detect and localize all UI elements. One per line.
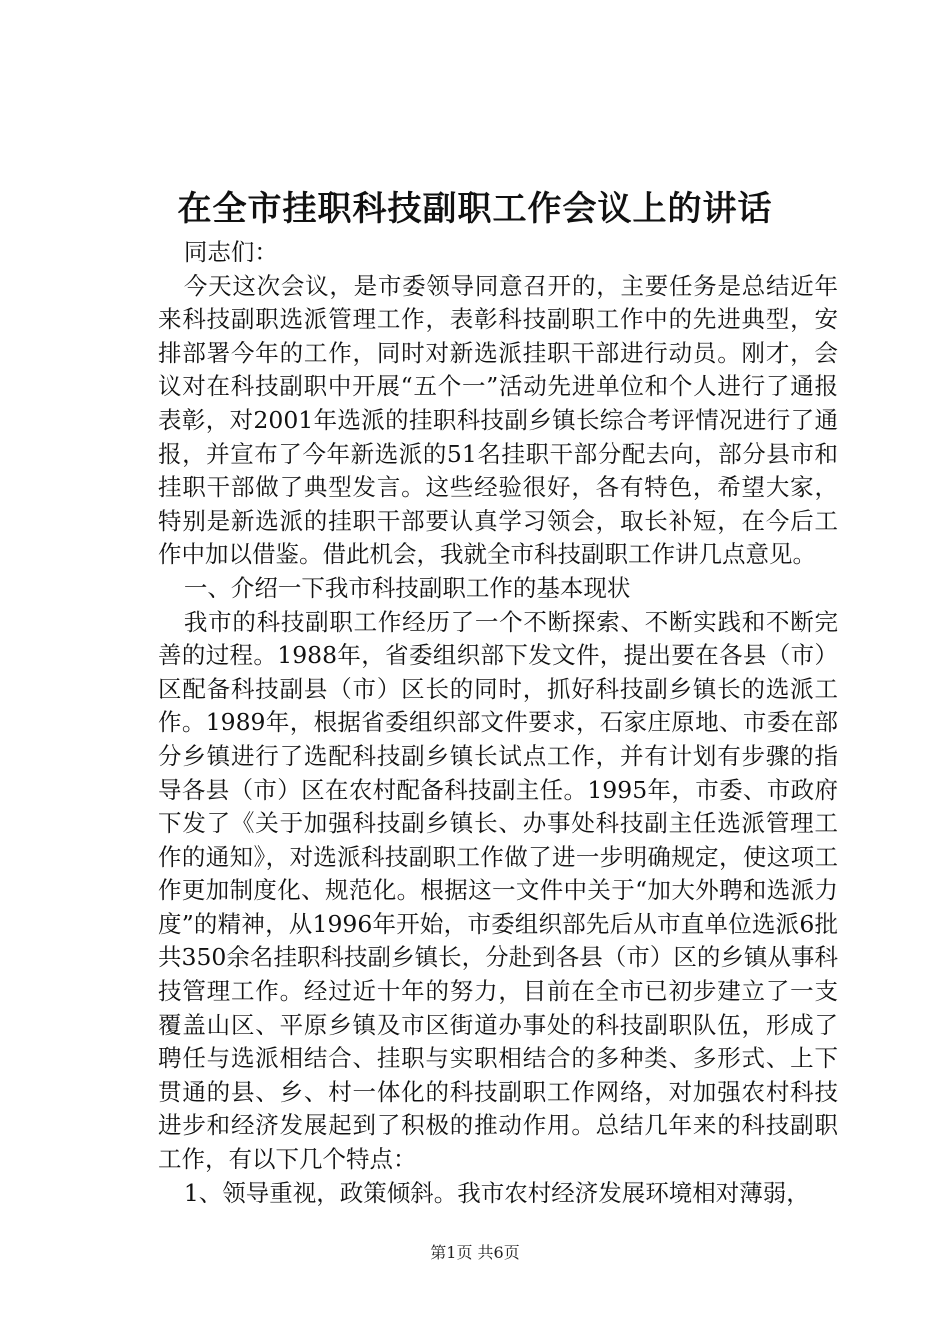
document-title: 在全市挂职科技副职工作会议上的讲话: [177, 189, 773, 229]
point-one-paragraph: 1、领导重视，政策倾斜。我市农村经济发展环境相对薄弱，: [183, 1178, 810, 1207]
salutation-paragraph: 同志们：: [183, 238, 278, 266]
history-paragraph: 我市的科技副职工作经历了一个不断探索、不断实践和不断完善的过程。1988年，省委组织部下发文件，提出要在各县（市）区配备科技副县（市）区长的同时，抓好科技副乡镇长的选派工作。1989年，根据省委组织部文件要求，石家庄原地、市委在部分乡镇进行了选配科技副乡镇长试点工作，并有计划有步骤的指导各县（市）区在农村配备科技副主任。1995年，市委、市政府下发了《关于加强科技副乡镇长、办事处科技副主任选派管理工作的通知》，对选派科技副职工作做了进一步明确规定，使这项工作更加制度化、规范化。根据这一文件中关于“加大外聘和选派力度”的精神，从1996年开始，市委组织部先后从市直单位选派6批共350余名挂职科技副乡镇长，分赴到各县（市）区的乡镇从事科技管理工作。经过近十年的努力，目前在全市已初步建立了一支覆盖山区、平原乡镇及市区街道办事处的科技副职队伍，形成了聘任与选派相结合、挂职与实职相结合的多种类、多形式、上下贯通的县、乡、村一体化的科技副职工作网络，对加强农村科技进步和经济发展起到了积极的推动作用。总结几年来的科技副职工作，有以下几个特点：: [158, 607, 838, 1174]
document-body: [158, 236, 838, 1210]
section-heading: 一、介绍一下我市科技副职工作的基本现状: [183, 573, 631, 602]
page-footer: 第1页 共6页: [430, 1243, 520, 1262]
intro-paragraph: 今天这次会议，是市委领导同意召开的，主要任务是总结近年来科技副职选派管理工作，表彰科技副职工作中的先进典型，安排部署今年的工作，同时对新选派挂职干部进行动员。刚才，会议对在科技副职中开展“五个一”活动先进单位和个人进行了通报表彰，对2001年选派的挂职科技副乡镇长综合考评情况进行了通报，并宣布了今年新选派的51名挂职干部分配去向，部分县市和挂职干部做了典型发言。这些经验很好，各有特色，希望大家，特别是新选派的挂职干部要认真学习领会，取长补短，在今后工作中加以借鉴。借此机会，我就全市科技副职工作讲几点意见。: [158, 271, 838, 569]
